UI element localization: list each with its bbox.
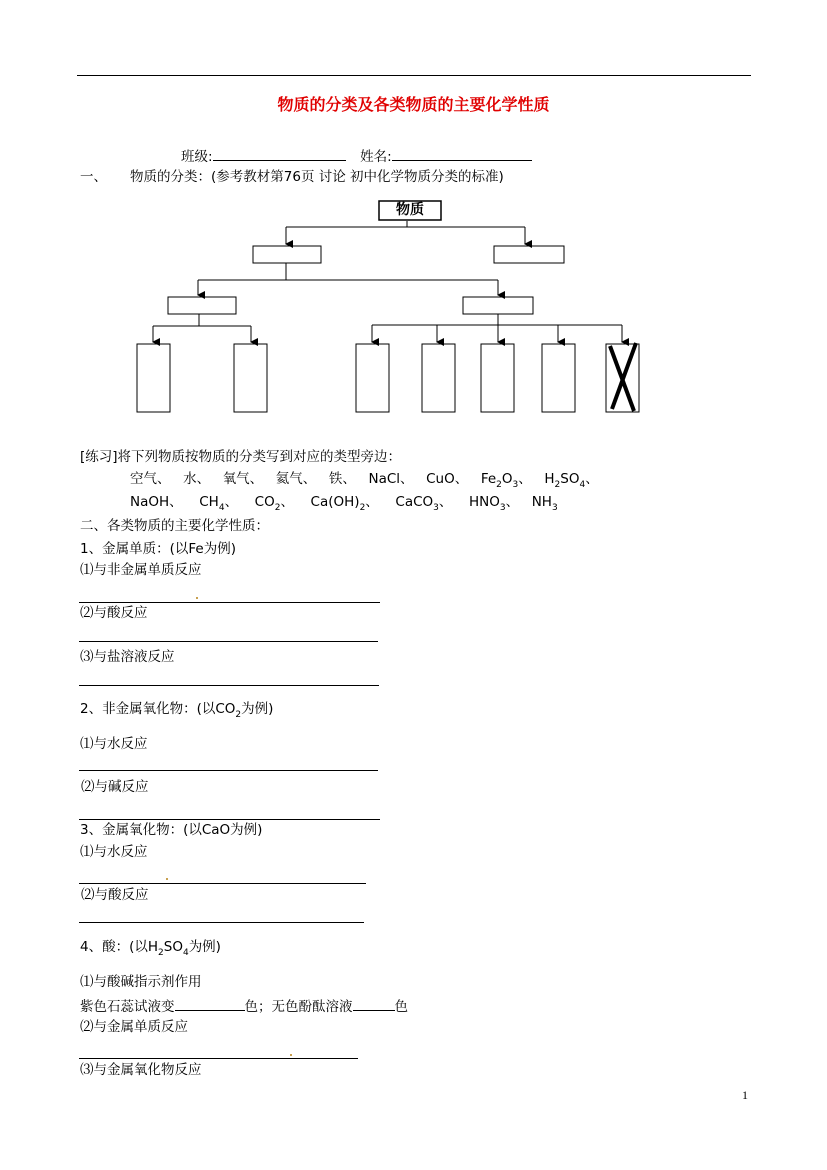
- section1-number: 一、: [80, 169, 107, 185]
- acid-reaction-1: ⑴与酸碱指示剂作用: [80, 974, 202, 990]
- metal-oxide-heading: 3、金属氧化物：(以CaO为例): [80, 822, 263, 838]
- scan-speck: [166, 878, 168, 880]
- nonmetal-oxide-heading: 2、非金属氧化物：(以$CO_2$为例): [80, 701, 274, 720]
- substance-air: 空气、: [130, 471, 171, 487]
- root-label: 物质: [396, 202, 424, 218]
- substance-fe2o3: $Fe_2O_3$、: [480, 471, 532, 490]
- nonmetal-oxide-reaction-1: ⑴与水反应: [80, 736, 148, 752]
- metal-oxide-reaction-2: ⑵与酸反应: [81, 887, 149, 903]
- metal-heading: 1、金属单质：(以Fe为例): [80, 541, 236, 557]
- substance-helium: 氦气、: [275, 471, 317, 487]
- litmus-color-blank[interactable]: [175, 996, 245, 1011]
- phenolphthalein-color-blank[interactable]: [353, 996, 395, 1011]
- substance-h2so4: $H_2SO_4$、: [544, 471, 599, 490]
- scan-speck: [196, 597, 198, 599]
- answer-line-metal-2[interactable]: [79, 641, 378, 642]
- level2-left-box: [168, 297, 236, 314]
- leaf-box-6: [542, 344, 575, 412]
- substance-hno3: $HNO_3$、: [468, 494, 520, 513]
- acid-heading: 4、酸：(以$H_2SO_4$为例): [80, 939, 221, 958]
- indicator-line: 紫色石蕊试液变 色；无色酚酞溶液 色: [80, 996, 408, 1016]
- practice-line-1: [130, 470, 599, 490]
- leaf-box-2: [234, 344, 267, 412]
- substance-water: 水、: [183, 471, 211, 487]
- substance-caoh2: $Ca(OH)_2$、: [310, 494, 379, 513]
- answer-line-acid-2[interactable]: [79, 1058, 358, 1059]
- substance-caco3: CaCO$_3$、: [395, 494, 453, 513]
- substance-naoh: NaOH、: [130, 494, 183, 510]
- substance-cuo: CuO、: [426, 471, 469, 487]
- substance-co2: $CO_2$、: [254, 494, 294, 513]
- metal-reaction-2: ⑵与酸反应: [80, 605, 148, 621]
- level1-right-box: [494, 246, 564, 263]
- acid-reaction-3: ⑶与金属氧化物反应: [80, 1062, 202, 1078]
- metal-reaction-3: ⑶与盐溶液反应: [80, 649, 175, 665]
- section1-heading: 物质的分类：(参考教材第76页 讨论 初中化学物质分类的标准): [130, 169, 504, 185]
- acid-reaction-2: ⑵与金属单质反应: [80, 1019, 188, 1035]
- answer-line-nonmetal-oxide-2[interactable]: [79, 819, 380, 820]
- level2-right-box: [463, 297, 533, 314]
- scan-speck: [290, 1054, 292, 1056]
- leaf-box-5: [481, 344, 514, 412]
- leaf-box-4: [422, 344, 455, 412]
- answer-line-metal-3[interactable]: [79, 685, 379, 686]
- leaf-box-3: [356, 344, 389, 412]
- section2-heading: 二、各类物质的主要化学性质：: [80, 518, 269, 534]
- substance-ch4: $CH_4$、: [199, 494, 239, 513]
- page-number: 1: [742, 1088, 748, 1102]
- answer-line-metal-1[interactable]: [79, 602, 380, 603]
- answer-line-metal-oxide-2[interactable]: [79, 922, 364, 923]
- leaf-box-1: [137, 344, 170, 412]
- substance-nacl: NaCl、: [368, 471, 414, 487]
- class-label: 班级:: [181, 149, 213, 165]
- level1-left-box: [253, 246, 321, 263]
- nonmetal-oxide-reaction-2: ⑵与碱反应: [81, 779, 149, 795]
- practice-intro: [练习]将下列物质按物质的分类写到对应的类型旁边：: [80, 449, 402, 465]
- metal-oxide-reaction-1: ⑴与水反应: [80, 844, 148, 860]
- name-label: 姓名:: [360, 149, 392, 165]
- metal-reaction-1: ⑴与非金属单质反应: [80, 562, 202, 578]
- practice-line-2: [130, 493, 558, 513]
- answer-line-nonmetal-oxide-1[interactable]: [79, 770, 378, 771]
- answer-line-metal-oxide-1[interactable]: [79, 883, 366, 884]
- substance-iron: 铁、: [328, 471, 356, 487]
- page-title: 物质的分类及各类物质的主要化学性质: [277, 95, 550, 114]
- substance-nh3: $NH_3$: [531, 494, 558, 513]
- substance-oxygen: 氧气、: [222, 471, 264, 487]
